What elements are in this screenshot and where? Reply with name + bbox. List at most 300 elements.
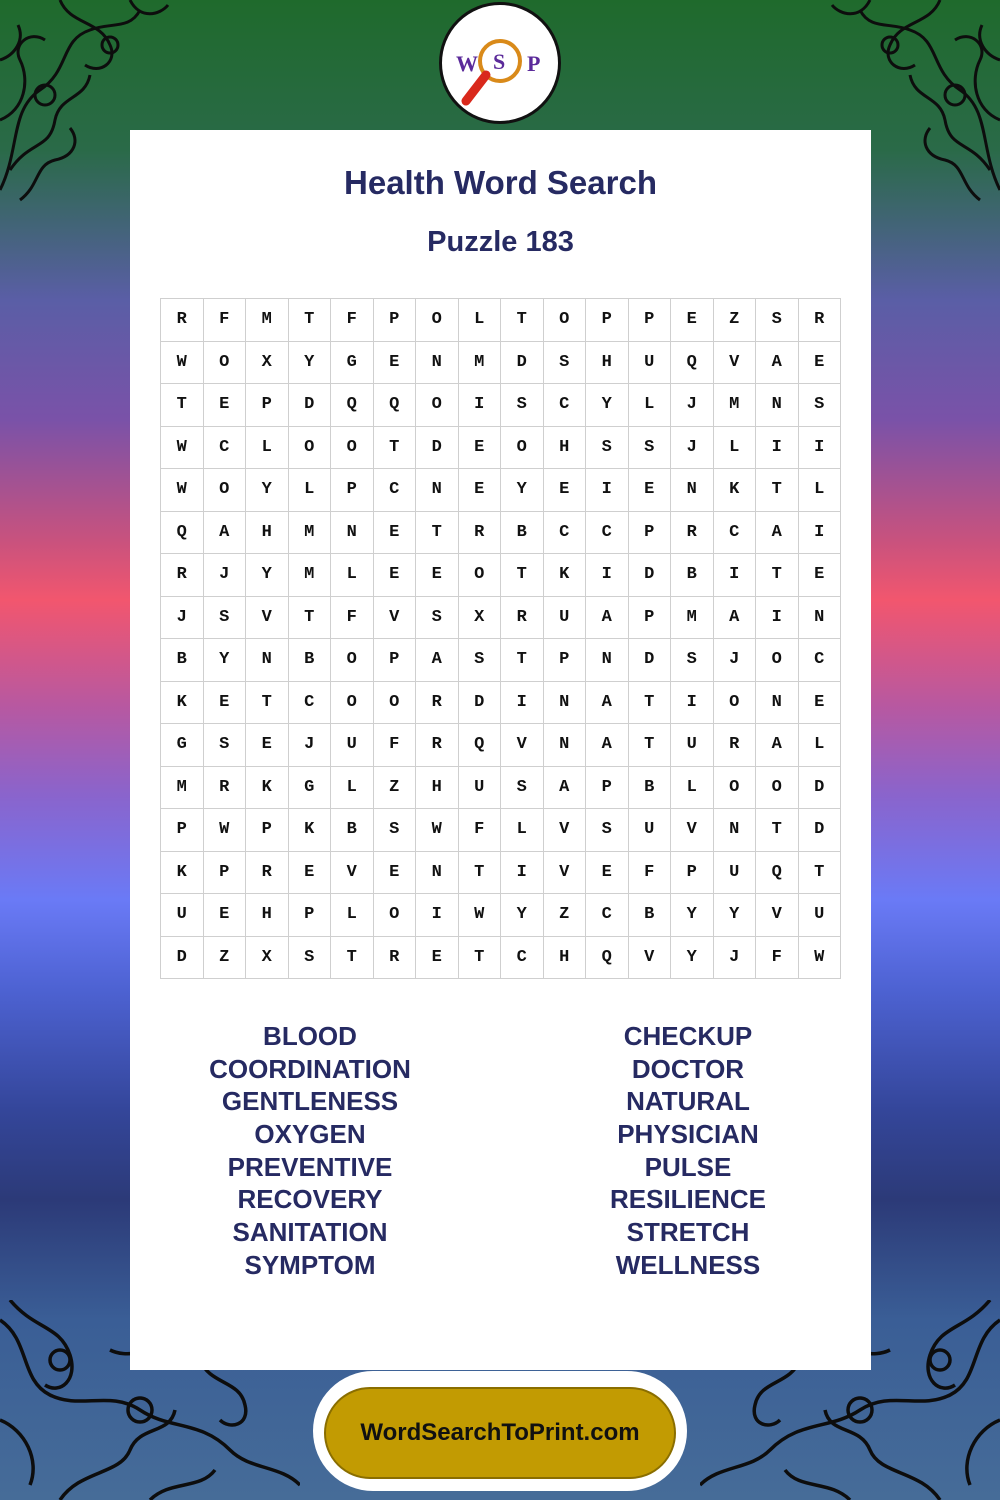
grid-cell[interactable]: N: [246, 639, 289, 682]
grid-cell[interactable]: S: [628, 426, 671, 469]
grid-cell[interactable]: T: [501, 299, 544, 342]
grid-cell[interactable]: O: [331, 681, 374, 724]
page-title: Health Word Search: [344, 164, 657, 201]
grid-cell[interactable]: C: [586, 511, 629, 554]
grid-cell[interactable]: Y: [713, 894, 756, 937]
letter-grid: [160, 298, 841, 979]
grid-cell[interactable]: L: [628, 384, 671, 427]
grid-cell[interactable]: P: [203, 851, 246, 894]
grid-cell[interactable]: J: [161, 596, 204, 639]
grid-cell[interactable]: L: [331, 894, 374, 937]
word-list-item: PREVENTIVE: [227, 1151, 393, 1182]
grid-cell[interactable]: M: [671, 596, 714, 639]
grid-cell[interactable]: P: [628, 299, 671, 342]
grid-cell[interactable]: B: [331, 809, 374, 852]
grid-cell[interactable]: P: [331, 469, 374, 512]
grid-cell[interactable]: G: [288, 766, 331, 809]
word-list-item: SANITATION: [232, 1217, 388, 1248]
grid-row: [161, 851, 841, 894]
grid-cell[interactable]: E: [373, 511, 416, 554]
grid-cell[interactable]: N: [586, 639, 629, 682]
grid-cell[interactable]: U: [798, 894, 841, 937]
grid-cell[interactable]: U: [671, 724, 714, 767]
grid-cell[interactable]: R: [501, 596, 544, 639]
grid-cell[interactable]: B: [501, 511, 544, 554]
grid-cell[interactable]: L: [246, 426, 289, 469]
grid-cell[interactable]: I: [458, 384, 501, 427]
grid-cell[interactable]: J: [288, 724, 331, 767]
grid-cell[interactable]: O: [713, 766, 756, 809]
grid-cell[interactable]: E: [416, 554, 459, 597]
grid-cell[interactable]: E: [798, 341, 841, 384]
grid-cell[interactable]: O: [458, 554, 501, 597]
grid-cell[interactable]: P: [671, 851, 714, 894]
grid-cell[interactable]: T: [246, 681, 289, 724]
grid-cell[interactable]: W: [416, 809, 459, 852]
grid-cell[interactable]: P: [161, 809, 204, 852]
grid-cell[interactable]: D: [501, 341, 544, 384]
grid-cell[interactable]: E: [458, 426, 501, 469]
grid-row: [161, 469, 841, 512]
grid-cell[interactable]: B: [628, 894, 671, 937]
grid-cell[interactable]: O: [416, 299, 459, 342]
grid-cell[interactable]: E: [246, 724, 289, 767]
grid-cell[interactable]: V: [373, 596, 416, 639]
grid-cell[interactable]: S: [458, 639, 501, 682]
grid-cell[interactable]: U: [628, 341, 671, 384]
grid-cell[interactable]: H: [543, 936, 586, 979]
grid-cell[interactable]: T: [331, 936, 374, 979]
grid-row: [161, 639, 841, 682]
grid-cell[interactable]: P: [246, 809, 289, 852]
grid-cell[interactable]: I: [798, 426, 841, 469]
grid-cell[interactable]: S: [756, 299, 799, 342]
grid-row: [161, 766, 841, 809]
grid-cell[interactable]: C: [713, 511, 756, 554]
word-list-item: BLOOD: [263, 1021, 357, 1051]
grid-cell[interactable]: E: [373, 851, 416, 894]
grid-cell[interactable]: I: [416, 894, 459, 937]
grid-cell[interactable]: T: [756, 469, 799, 512]
grid-cell[interactable]: O: [543, 299, 586, 342]
grid-cell[interactable]: S: [373, 809, 416, 852]
word-list-item: DOCTOR: [631, 1053, 745, 1084]
grid-cell[interactable]: Q: [161, 511, 204, 554]
grid-cell[interactable]: V: [543, 851, 586, 894]
grid-cell[interactable]: N: [713, 809, 756, 852]
grid-cell[interactable]: J: [671, 384, 714, 427]
word-list-right: [503, 1020, 873, 1282]
grid-cell[interactable]: X: [246, 936, 289, 979]
word-list-item: COORDINATION: [209, 1053, 411, 1084]
puzzle-number: Puzzle 183: [427, 226, 574, 258]
grid-row: [161, 511, 841, 554]
grid-cell[interactable]: T: [416, 511, 459, 554]
grid-cell[interactable]: R: [671, 511, 714, 554]
grid-cell[interactable]: T: [501, 554, 544, 597]
grid-cell[interactable]: F: [458, 809, 501, 852]
grid-row: [161, 894, 841, 937]
grid-cell[interactable]: O: [756, 639, 799, 682]
grid-cell[interactable]: N: [798, 596, 841, 639]
grid-row: [161, 426, 841, 469]
grid-cell[interactable]: H: [543, 426, 586, 469]
grid-cell[interactable]: A: [713, 596, 756, 639]
grid-cell[interactable]: S: [203, 596, 246, 639]
grid-cell[interactable]: Q: [756, 851, 799, 894]
grid-cell[interactable]: A: [756, 341, 799, 384]
grid-cell[interactable]: R: [798, 299, 841, 342]
grid-cell[interactable]: M: [288, 554, 331, 597]
grid-cell[interactable]: U: [543, 596, 586, 639]
grid-cell[interactable]: L: [331, 766, 374, 809]
grid-cell[interactable]: P: [373, 299, 416, 342]
grid-cell[interactable]: B: [288, 639, 331, 682]
grid-cell[interactable]: M: [458, 341, 501, 384]
grid-cell[interactable]: T: [458, 851, 501, 894]
grid-cell[interactable]: L: [331, 554, 374, 597]
grid-cell[interactable]: O: [373, 894, 416, 937]
grid-cell[interactable]: L: [798, 724, 841, 767]
grid-row: [161, 936, 841, 979]
grid-cell[interactable]: T: [798, 851, 841, 894]
grid-cell[interactable]: C: [501, 936, 544, 979]
website-button[interactable]: WordSearchToPrint.com: [324, 1387, 676, 1479]
grid-cell[interactable]: R: [416, 681, 459, 724]
grid-row: [161, 724, 841, 767]
grid-cell[interactable]: U: [331, 724, 374, 767]
grid-cell[interactable]: K: [543, 554, 586, 597]
grid-cell[interactable]: M: [246, 299, 289, 342]
grid-cell[interactable]: L: [798, 469, 841, 512]
grid-cell[interactable]: Y: [501, 894, 544, 937]
grid-cell[interactable]: A: [543, 766, 586, 809]
grid-cell[interactable]: I: [586, 554, 629, 597]
grid-cell[interactable]: W: [161, 426, 204, 469]
grid-cell[interactable]: T: [756, 809, 799, 852]
grid-cell[interactable]: V: [246, 596, 289, 639]
grid-cell[interactable]: W: [161, 341, 204, 384]
grid-cell[interactable]: Y: [586, 384, 629, 427]
wsp-logo[interactable]: [439, 2, 561, 124]
grid-cell[interactable]: O: [713, 681, 756, 724]
word-list-item: WELLNESS: [615, 1249, 761, 1280]
grid-cell[interactable]: N: [671, 469, 714, 512]
grid-cell[interactable]: E: [203, 384, 246, 427]
grid-cell[interactable]: I: [501, 681, 544, 724]
grid-cell[interactable]: C: [543, 511, 586, 554]
grid-cell[interactable]: H: [416, 766, 459, 809]
grid-cell[interactable]: Y: [671, 894, 714, 937]
grid-cell[interactable]: L: [288, 469, 331, 512]
word-list-item: OXYGEN: [254, 1119, 366, 1150]
grid-cell[interactable]: Q: [331, 384, 374, 427]
grid-cell[interactable]: R: [161, 554, 204, 597]
grid-cell[interactable]: A: [756, 511, 799, 554]
grid-cell[interactable]: E: [543, 469, 586, 512]
grid-cell[interactable]: U: [713, 851, 756, 894]
grid-cell[interactable]: I: [501, 851, 544, 894]
grid-cell[interactable]: J: [713, 639, 756, 682]
grid-cell[interactable]: R: [203, 766, 246, 809]
grid-cell[interactable]: Q: [671, 341, 714, 384]
grid-cell[interactable]: Z: [203, 936, 246, 979]
grid-cell[interactable]: S: [798, 384, 841, 427]
grid-cell[interactable]: F: [373, 724, 416, 767]
grid-cell[interactable]: K: [161, 681, 204, 724]
word-list-item: STRETCH: [626, 1217, 750, 1248]
grid-cell[interactable]: M: [713, 384, 756, 427]
grid-cell[interactable]: L: [713, 426, 756, 469]
grid-cell[interactable]: E: [798, 681, 841, 724]
grid-cell[interactable]: E: [288, 851, 331, 894]
grid-cell[interactable]: G: [331, 341, 374, 384]
grid-cell[interactable]: V: [756, 894, 799, 937]
grid-cell[interactable]: E: [586, 851, 629, 894]
grid-cell[interactable]: A: [416, 639, 459, 682]
grid-cell[interactable]: F: [331, 596, 374, 639]
grid-cell[interactable]: I: [713, 554, 756, 597]
grid-cell[interactable]: E: [628, 469, 671, 512]
grid-cell[interactable]: D: [288, 384, 331, 427]
grid-cell[interactable]: S: [416, 596, 459, 639]
grid-cell[interactable]: E: [416, 936, 459, 979]
grid-row: [161, 384, 841, 427]
grid-cell[interactable]: K: [246, 766, 289, 809]
grid-cell[interactable]: S: [586, 809, 629, 852]
grid-cell[interactable]: I: [756, 596, 799, 639]
grid-cell[interactable]: Q: [373, 384, 416, 427]
grid-cell[interactable]: N: [756, 384, 799, 427]
grid-cell[interactable]: X: [458, 596, 501, 639]
grid-cell[interactable]: C: [373, 469, 416, 512]
grid-cell[interactable]: I: [756, 426, 799, 469]
grid-cell[interactable]: V: [543, 809, 586, 852]
grid-cell[interactable]: L: [671, 766, 714, 809]
grid-cell[interactable]: A: [586, 724, 629, 767]
grid-cell[interactable]: S: [203, 724, 246, 767]
grid-cell[interactable]: W: [161, 469, 204, 512]
grid-cell[interactable]: V: [331, 851, 374, 894]
grid-cell[interactable]: T: [628, 681, 671, 724]
grid-cell[interactable]: P: [288, 894, 331, 937]
grid-cell[interactable]: I: [671, 681, 714, 724]
grid-cell[interactable]: B: [161, 639, 204, 682]
grid-row: [161, 299, 841, 342]
grid-cell[interactable]: O: [756, 766, 799, 809]
grid-cell[interactable]: F: [331, 299, 374, 342]
grid-cell[interactable]: N: [331, 511, 374, 554]
grid-cell[interactable]: U: [161, 894, 204, 937]
grid-cell[interactable]: P: [246, 384, 289, 427]
grid-row: [161, 341, 841, 384]
grid-cell[interactable]: D: [628, 639, 671, 682]
grid-cell[interactable]: E: [373, 554, 416, 597]
word-list-item: PULSE: [644, 1151, 732, 1182]
grid-cell[interactable]: O: [203, 469, 246, 512]
grid-cell[interactable]: U: [458, 766, 501, 809]
grid-cell[interactable]: Y: [288, 341, 331, 384]
grid-cell[interactable]: T: [288, 299, 331, 342]
grid-cell[interactable]: E: [798, 554, 841, 597]
grid-cell[interactable]: S: [501, 766, 544, 809]
grid-cell[interactable]: W: [203, 809, 246, 852]
grid-cell[interactable]: A: [586, 681, 629, 724]
grid-cell[interactable]: W: [798, 936, 841, 979]
grid-cell[interactable]: E: [373, 341, 416, 384]
word-list-item: SYMPTOM: [244, 1249, 376, 1280]
grid-cell[interactable]: D: [458, 681, 501, 724]
grid-cell[interactable]: V: [501, 724, 544, 767]
grid-cell[interactable]: F: [203, 299, 246, 342]
grid-cell[interactable]: C: [203, 426, 246, 469]
grid-cell[interactable]: I: [798, 511, 841, 554]
grid-cell[interactable]: N: [416, 341, 459, 384]
grid-cell[interactable]: T: [288, 596, 331, 639]
grid-cell[interactable]: H: [246, 511, 289, 554]
grid-cell[interactable]: P: [628, 596, 671, 639]
grid-cell[interactable]: R: [373, 936, 416, 979]
grid-cell[interactable]: L: [501, 809, 544, 852]
grid-cell[interactable]: F: [756, 936, 799, 979]
grid-cell[interactable]: R: [246, 851, 289, 894]
grid-cell[interactable]: S: [501, 384, 544, 427]
grid-cell[interactable]: J: [671, 426, 714, 469]
grid-cell[interactable]: D: [798, 809, 841, 852]
word-list-item: RESILIENCE: [609, 1184, 767, 1215]
grid-cell[interactable]: I: [586, 469, 629, 512]
grid-cell[interactable]: X: [246, 341, 289, 384]
grid-cell[interactable]: N: [416, 469, 459, 512]
grid-cell[interactable]: V: [628, 936, 671, 979]
grid-cell[interactable]: J: [203, 554, 246, 597]
grid-cell[interactable]: E: [203, 894, 246, 937]
logo-letter-w: W: [456, 51, 478, 76]
grid-cell[interactable]: R: [713, 724, 756, 767]
grid-cell[interactable]: R: [458, 511, 501, 554]
grid-cell[interactable]: N: [543, 681, 586, 724]
grid-cell[interactable]: M: [161, 766, 204, 809]
grid-row: [161, 554, 841, 597]
word-list-item: NATURAL: [626, 1086, 750, 1117]
grid-cell[interactable]: E: [671, 299, 714, 342]
grid-cell[interactable]: J: [713, 936, 756, 979]
grid-cell[interactable]: O: [288, 426, 331, 469]
magnifier-icon: [442, 5, 558, 121]
grid-cell[interactable]: O: [331, 426, 374, 469]
grid-cell[interactable]: T: [501, 639, 544, 682]
grid-cell[interactable]: Y: [203, 639, 246, 682]
word-list-item: GENTLENESS: [221, 1086, 399, 1117]
grid-cell[interactable]: P: [543, 639, 586, 682]
puzzle-card: [130, 130, 871, 1370]
grid-cell[interactable]: K: [713, 469, 756, 512]
grid-cell[interactable]: P: [586, 299, 629, 342]
grid-cell[interactable]: O: [416, 384, 459, 427]
logo-letter-p: P: [527, 51, 541, 76]
grid-cell[interactable]: O: [373, 681, 416, 724]
grid-cell[interactable]: D: [798, 766, 841, 809]
grid-cell[interactable]: T: [458, 936, 501, 979]
grid-cell[interactable]: N: [416, 851, 459, 894]
grid-cell[interactable]: V: [671, 809, 714, 852]
grid-cell[interactable]: O: [331, 639, 374, 682]
grid-row: [161, 681, 841, 724]
grid-cell[interactable]: C: [543, 384, 586, 427]
grid-cell[interactable]: Y: [246, 554, 289, 597]
grid-cell[interactable]: T: [161, 384, 204, 427]
word-list-item: CHECKUP: [623, 1021, 753, 1051]
grid-cell[interactable]: R: [416, 724, 459, 767]
grid-cell[interactable]: P: [586, 766, 629, 809]
grid-cell[interactable]: S: [288, 936, 331, 979]
grid-cell[interactable]: C: [288, 681, 331, 724]
grid-cell[interactable]: P: [628, 511, 671, 554]
grid-cell[interactable]: Y: [246, 469, 289, 512]
grid-cell[interactable]: Z: [713, 299, 756, 342]
grid-cell[interactable]: O: [501, 426, 544, 469]
logo-letter-s: S: [493, 49, 506, 74]
grid-cell[interactable]: W: [458, 894, 501, 937]
grid-cell[interactable]: N: [543, 724, 586, 767]
grid-cell[interactable]: V: [713, 341, 756, 384]
grid-cell[interactable]: T: [373, 426, 416, 469]
grid-cell[interactable]: Z: [543, 894, 586, 937]
grid-cell[interactable]: U: [628, 809, 671, 852]
grid-row: [161, 809, 841, 852]
grid-cell[interactable]: S: [543, 341, 586, 384]
grid-cell[interactable]: A: [586, 596, 629, 639]
grid-cell[interactable]: R: [161, 299, 204, 342]
grid-cell[interactable]: T: [756, 554, 799, 597]
grid-cell[interactable]: H: [246, 894, 289, 937]
grid-cell[interactable]: Q: [586, 936, 629, 979]
grid-cell[interactable]: E: [203, 681, 246, 724]
grid-cell[interactable]: D: [161, 936, 204, 979]
grid-cell[interactable]: A: [203, 511, 246, 554]
grid-cell[interactable]: D: [628, 554, 671, 597]
grid-cell[interactable]: P: [373, 639, 416, 682]
grid-cell[interactable]: C: [586, 894, 629, 937]
grid-cell[interactable]: D: [416, 426, 459, 469]
grid-cell[interactable]: N: [756, 681, 799, 724]
grid-cell[interactable]: O: [203, 341, 246, 384]
grid-cell[interactable]: Y: [671, 936, 714, 979]
word-list-item: RECOVERY: [237, 1184, 383, 1215]
grid-cell[interactable]: B: [671, 554, 714, 597]
grid-cell[interactable]: A: [756, 724, 799, 767]
grid-cell[interactable]: L: [458, 299, 501, 342]
grid-cell[interactable]: S: [671, 639, 714, 682]
grid-cell[interactable]: G: [161, 724, 204, 767]
grid-cell[interactable]: E: [458, 469, 501, 512]
word-list-item: PHYSICIAN: [617, 1119, 759, 1150]
grid-cell[interactable]: C: [798, 639, 841, 682]
grid-cell[interactable]: K: [288, 809, 331, 852]
grid-cell[interactable]: B: [628, 766, 671, 809]
grid-cell[interactable]: Q: [458, 724, 501, 767]
grid-cell[interactable]: T: [628, 724, 671, 767]
grid-cell[interactable]: F: [628, 851, 671, 894]
grid-cell[interactable]: M: [288, 511, 331, 554]
grid-cell[interactable]: S: [586, 426, 629, 469]
grid-cell[interactable]: K: [161, 851, 204, 894]
grid-cell[interactable]: Z: [373, 766, 416, 809]
grid-row: [161, 596, 841, 639]
word-list-left: [125, 1020, 495, 1282]
grid-cell[interactable]: H: [586, 341, 629, 384]
grid-cell[interactable]: Y: [501, 469, 544, 512]
